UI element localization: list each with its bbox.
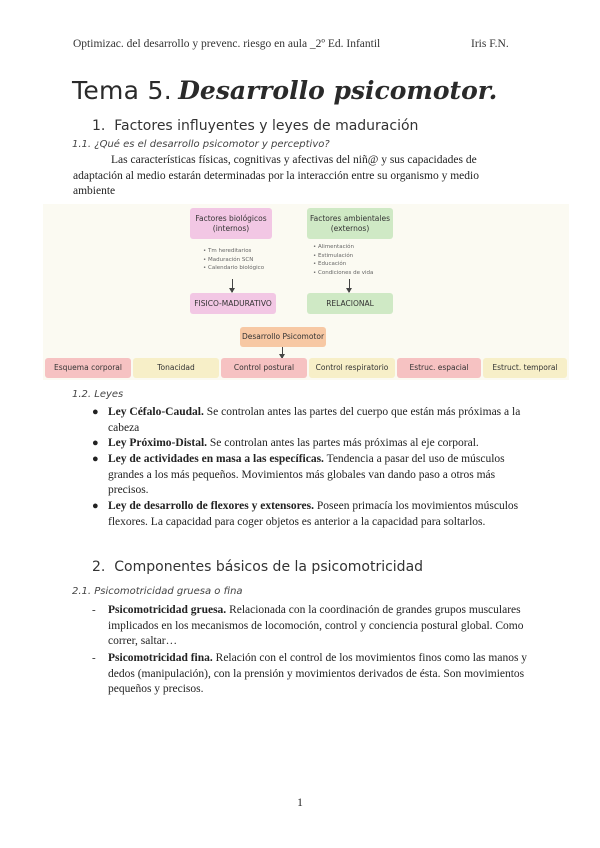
dash-icon: - [92,604,96,616]
psychomotor-development-box: Desarrollo Psicomotor [240,327,326,347]
temporal-structure-box: Estruct. temporal [483,358,567,378]
law-desc: Se controlan antes las partes más próximas al eje corporal. [207,437,479,449]
law-name: Ley de desarrollo de flexores y extensores. [108,500,315,512]
biological-factors-box: Factores biológicos (internos) [190,208,272,239]
page-header [73,38,533,50]
page-title [72,76,497,106]
bullet-icon: ● [92,453,99,465]
header-course: Optimizac. del desarrollo y prevenc. riesgo en aula _2º Ed. Infantil [73,38,381,50]
title-main: Desarrollo psicomotor. [178,76,498,105]
list-item: • Educación [313,260,373,269]
law-name: Ley de actividades en masa a las específicas. [108,453,324,465]
list-item: • Calendario biológico [203,264,264,273]
respiratory-control-box: Control respiratorio [309,358,395,378]
law-desc: Tendencia a pasar del uso de músculos grandes a los más pequeños. Movimientos más globales van dando paso a otros más precisos. [108,453,505,496]
law-desc: Poseen primacía los movimientos músculos flexores. La capacidad para coger objetos es anterior a la capacidad para soltarlos. [108,500,519,528]
biological-factors-list [203,247,264,273]
bullet-icon: ● [92,437,99,449]
list-item: • Estimulación [313,252,373,261]
arrow-down-icon [349,279,350,292]
skill-desc: Relacionada con la coordinación de grandes grupos musculares implicados en los mecanismos de locomoción, control y conciencia postural global. Como correr, saltar… [108,604,524,647]
subsection-2-1: 2.1. Psicomotricidad gruesa o fina [72,586,243,597]
spatial-structure-box: Estruc. espacial [397,358,481,378]
intro-paragraph: Las características físicas, cognitivas y afectivas del niñ@ y sus capacidades de adaptación al medio estarán determinadas por la interacción entre su organismo y medio ambiente [73,154,479,197]
list-item: • Condiciones de vida [313,269,373,278]
postural-control-box: Control postural [221,358,307,378]
section-2-heading [92,559,423,575]
tonicity-box: Tonacidad [133,358,219,378]
body-schema-box: Esquema corporal [45,358,131,378]
list-item: • Tm hereditarios [203,247,264,256]
bullet-icon: ● [92,500,99,512]
subsection-1-1: 1.1. ¿Qué es el desarrollo psicomotor y perceptivo? [72,139,330,150]
header-author: Iris F.N. [471,38,509,50]
section-1-number: 1. [92,118,106,134]
section-1-title: Factores influyentes y leyes de maduración [114,118,419,134]
dash-icon: - [92,652,96,664]
section-1-heading [92,118,418,134]
bullet-icon: ● [92,406,99,418]
section-2-number: 2. [92,559,106,575]
list-item: • Maduración SCN [203,256,264,265]
law-name: Ley Próximo-Distal. [108,437,208,449]
list-item: • Alimentación [313,243,373,252]
skill-name: Psicomotricidad gruesa. [108,604,227,616]
arrow-down-icon [282,347,283,358]
skill-desc: Relación con el control de los movimientos finos como las manos y dedos (manipulación), con la prensión y movimientos derivados de ésta. Son movimientos pequeños y precisos. [108,652,528,695]
environmental-factors-list [313,243,373,277]
law-name: Ley Céfalo-Caudal. [108,406,204,418]
environmental-factors-box: Factores ambientales (externos) [307,208,393,239]
section-2-title: Componentes básicos de la psicomotricidad [114,559,424,575]
relational-box: RELACIONAL [307,293,393,314]
title-prefix: Tema 5. [72,76,172,105]
physical-maturational-box: FISICO-MADURATIVO [190,293,276,314]
development-diagram [43,204,569,380]
arrow-down-icon [232,279,233,292]
page-number: 1 [297,797,303,809]
law-desc: Se controlan antes las partes del cuerpo que están más próximas a la cabeza [108,406,521,434]
subsection-1-2: 1.2. Leyes [72,389,124,400]
skill-name: Psicomotricidad fina. [108,652,213,664]
